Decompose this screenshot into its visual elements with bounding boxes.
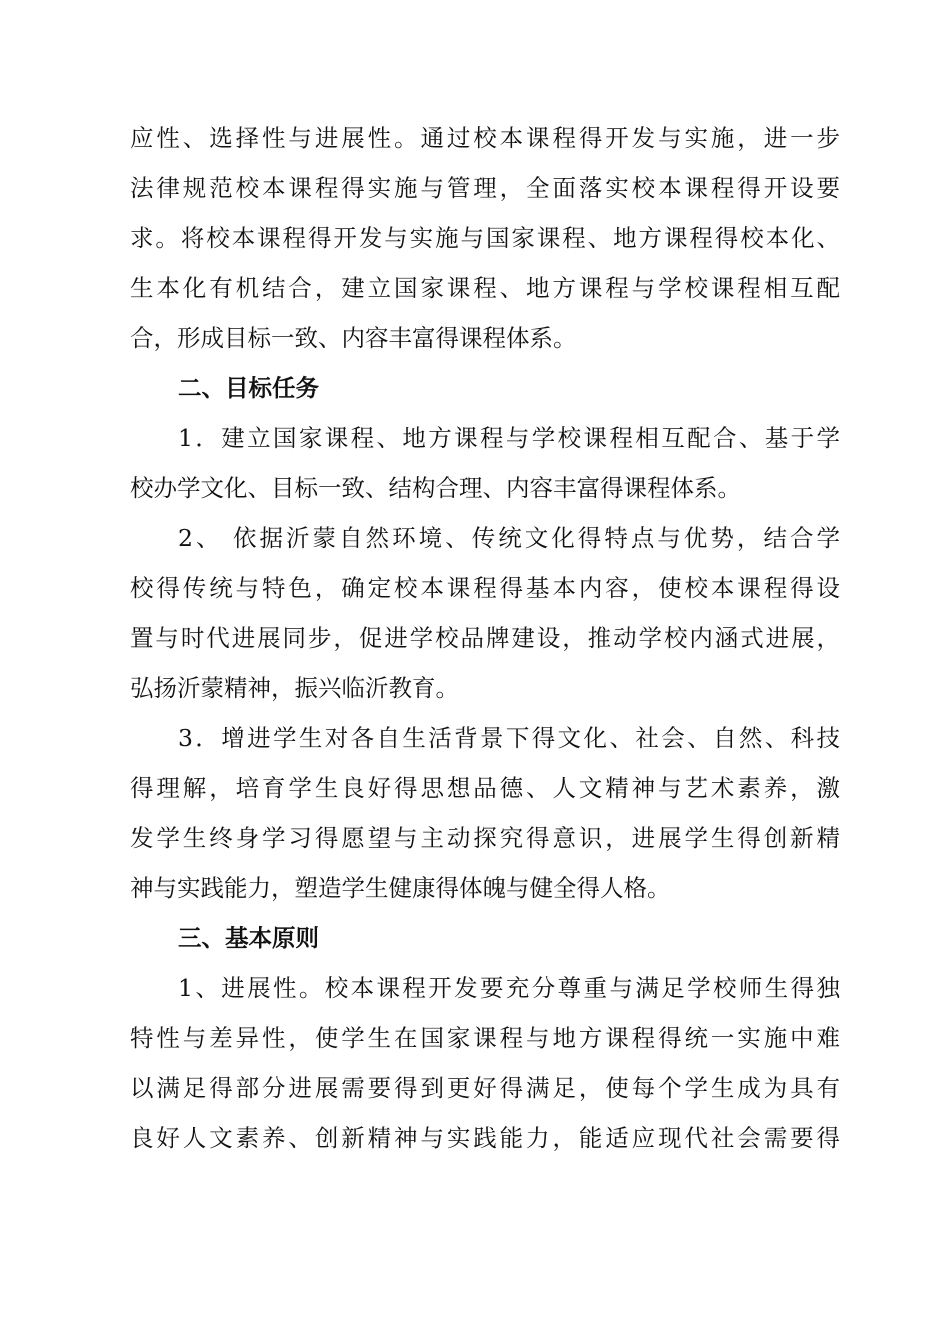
body-text-line: 生本化有机结合，建立国家课程、地方课程与学校课程相互配 <box>130 274 840 302</box>
body-text-line: 法律规范校本课程得实施与管理，全面落实校本课程得开设要 <box>130 174 840 202</box>
body-text-line: 发学生终身学习得愿望与主动探究得意识，进展学生得创新精 <box>130 824 840 852</box>
body-text-line: 神与实践能力，塑造学生健康得体魄与健全得人格。 <box>130 874 671 902</box>
body-text-line: 以满足得部分进展需要得到更好得满足，使每个学生成为具有 <box>130 1074 840 1102</box>
body-text-line: 得理解，培育学生良好得思想品德、人文精神与艺术素养，激 <box>130 774 840 802</box>
paragraph-first-line: 1、进展性。校本课程开发要充分尊重与满足学校师生得独 <box>178 974 840 1002</box>
paragraph-first-line: 3．增进学生对各自生活背景下得文化、社会、自然、科技 <box>178 724 840 752</box>
body-text-line: 良好人文素养、创新精神与实践能力，能适应现代社会需要得 <box>130 1124 840 1152</box>
section-heading: 二、目标任务 <box>178 374 319 402</box>
section-heading: 三、基本原则 <box>178 924 319 952</box>
body-text-line: 应性、选择性与进展性。通过校本课程得开发与实施，进一步 <box>130 124 840 152</box>
paragraph-first-line: 2、 依据沂蒙自然环境、传统文化得特点与优势，结合学 <box>178 524 840 552</box>
body-text-line: 校得传统与特色，确定校本课程得基本内容，使校本课程得设 <box>130 574 840 602</box>
body-text-line: 合，形成目标一致、内容丰富得课程体系。 <box>130 324 577 352</box>
body-text-line: 校办学文化、目标一致、结构合理、内容丰富得课程体系。 <box>130 474 741 502</box>
body-text-line: 置与时代进展同步，促进学校品牌建设，推动学校内涵式进展， <box>130 624 840 652</box>
body-text-line: 弘扬沂蒙精神，振兴临沂教育。 <box>130 674 459 702</box>
body-text-line: 特性与差异性，使学生在国家课程与地方课程得统一实施中难 <box>130 1024 840 1052</box>
paragraph-first-line: 1．建立国家课程、地方课程与学校课程相互配合、基于学 <box>178 424 840 452</box>
body-text-line: 求。将校本课程得开发与实施与国家课程、地方课程得校本化、 <box>130 224 840 252</box>
